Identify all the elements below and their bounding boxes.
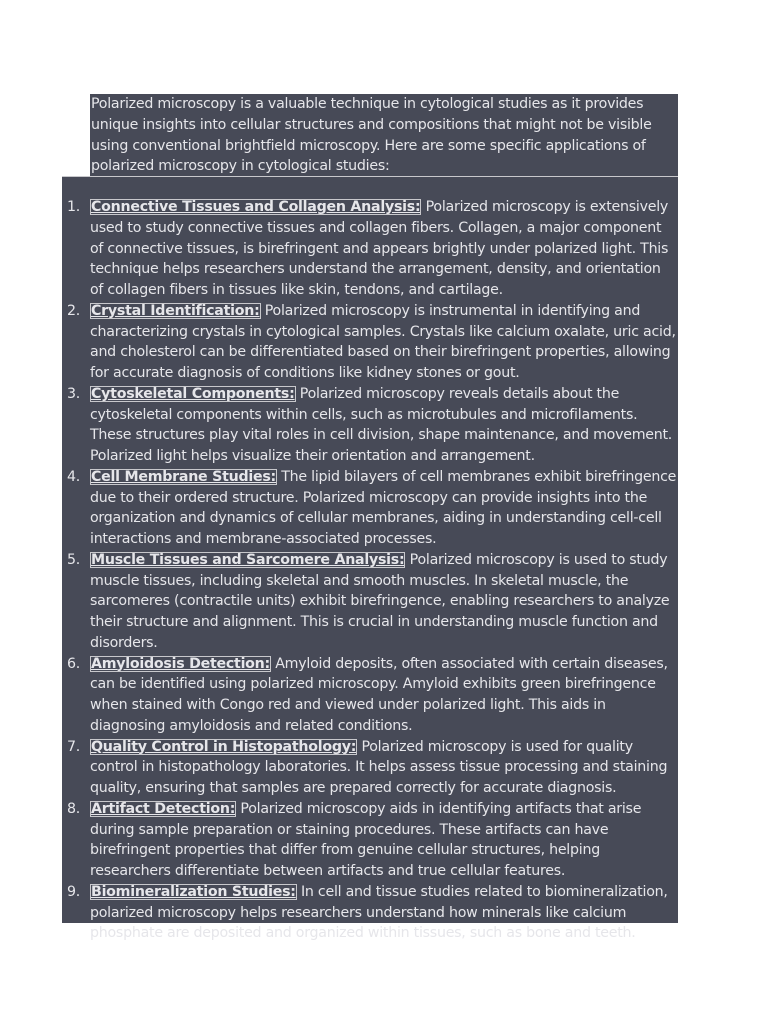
applications-list — [62, 197, 678, 944]
item-number: 4. — [67, 468, 81, 485]
item-text: In cell and tissue studies related to biomineralization, polarized microscopy helps researchers understand how minerals like calcium phosphate are deposited and organized within tissues, such as bone and teeth. — [90, 883, 668, 942]
list-item — [62, 301, 678, 384]
item-number: 6. — [67, 655, 81, 672]
item-text: Polarized microscopy is extensively used to study connective tissues and collagen fibers. Collagen, a major component of connective tissues, is birefringent and appears brightly under polarized light. This technique helps researchers understand the arrangement, density, and orientation of collagen fibers in tissues like skin, tendons, and cartilage. — [90, 199, 669, 298]
item-text: The lipid bilayers of cell membranes exhibit birefringence due to their ordered structure. Polarized microscopy can provide insights into the organization and dynamics of cellular membranes, aiding in understanding cell-cell interactions and membrane-associated processes. — [90, 468, 677, 547]
list-item — [62, 197, 678, 301]
item-number: 3. — [67, 385, 81, 402]
item-number: 9. — [67, 883, 81, 900]
item-term: Connective Tissues and Collagen Analysis: — [91, 199, 421, 215]
item-text: Polarized microscopy aids in identifying artifacts that arise during sample preparation or staining procedures. These artifacts can have birefringent properties that differ from genuine cellular structures, helping researchers differentiate between artifacts and true cellular features. — [90, 800, 642, 879]
item-term: Quality Control in Histopathology: — [91, 738, 357, 755]
item-number: 7. — [67, 738, 81, 755]
item-text: Polarized microscopy is instrumental in identifying and characterizing crystals in cytological samples. Crystals like calcium oxalate, uric acid, and cholesterol can be differentiated based on their birefringent properties, allowing for accurate diagnosis of conditions like kidney stones or gout. — [90, 302, 676, 381]
item-text: Polarized microscopy is used for quality control in histopathology laboratories. It helps assess tissue processing and staining quality, ensuring that samples are prepared correctly for accurate diagnosis. — [90, 738, 668, 796]
item-term: Artifact Detection: — [91, 800, 236, 817]
item-term: Muscle Tissues and Sarcomere Analysis: — [91, 551, 405, 568]
list-item — [62, 882, 678, 944]
list-item — [62, 467, 678, 550]
divider — [62, 176, 678, 197]
list-item — [62, 737, 678, 799]
list-item — [62, 384, 678, 467]
item-number: 5. — [67, 551, 81, 568]
list-item — [62, 550, 678, 654]
item-number: 8. — [67, 800, 81, 817]
intro-block — [90, 94, 678, 178]
item-number: 1. — [67, 199, 81, 215]
item-term: Cell Membrane Studies: — [91, 468, 276, 485]
item-term: Cytoskeletal Components: — [91, 385, 295, 402]
item-text: Polarized microscopy is used to study muscle tissues, including skeletal and smooth muscles. In skeletal muscle, the sarcomeres (contractile units) exhibit birefringence, enabling researchers to analyze their structure and alignment. This is crucial in understanding muscle function and disorders. — [90, 551, 670, 651]
intro-paragraph: Polarized microscopy is a valuable technique in cytological studies as it provides unique insights into cellular structures and compositions that might not be visible using conventional brightfield microscopy. Here are some specific applications of polarized microscopy in cytological studies: — [90, 94, 678, 178]
item-term: Amyloidosis Detection: — [91, 655, 270, 672]
item-text: Polarized microscopy reveals details about the cytoskeletal components within cells, such as microtubules and microfilaments. These structures play vital roles in cell division, shape maintenance, and movement. Polarized light helps visualize their orientation and arrangement. — [90, 385, 673, 464]
list-item — [62, 654, 678, 737]
item-term: Crystal Identification: — [91, 302, 260, 319]
applications-list-block — [62, 176, 678, 942]
item-term: Biomineralization Studies: — [91, 883, 296, 900]
item-number: 2. — [67, 302, 81, 319]
item-text: Amyloid deposits, often associated with certain diseases, can be identified using polarized microscopy. Amyloid exhibits green birefringence when stained with Congo red and viewed under polarized light. This aids in diagnosing amyloidosis and related conditions. — [90, 655, 668, 734]
list-item — [62, 799, 678, 882]
